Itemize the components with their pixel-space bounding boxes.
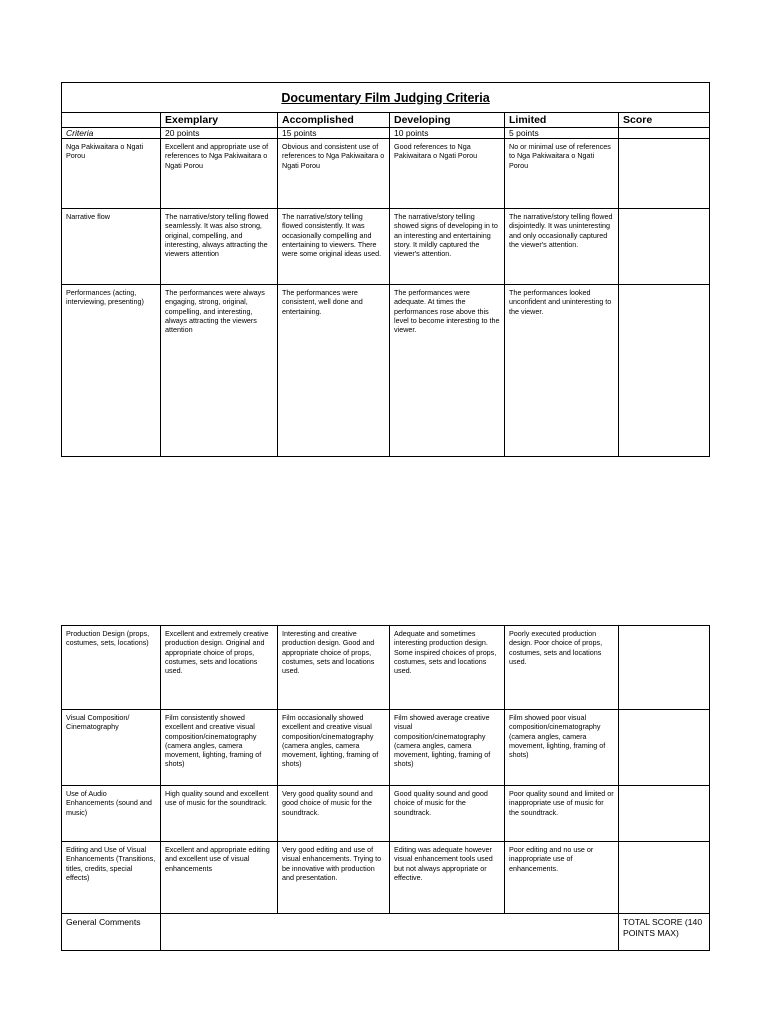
cell-developing: Adequate and sometimes interesting production design. Some inspired choices of props, costumes, sets and locations used. (390, 626, 505, 710)
cell-developing: The narrative/story telling showed signs of developing in to an interesting and entertaining story. It mildly captured the viewer's attention. (390, 209, 505, 285)
cell-accomplished: Very good editing and use of visual enhancements. Trying to be innovative with production and presentation. (278, 842, 390, 914)
cell-accomplished: Film occasionally showed excellent and creative visual composition/cinematography (camera angles, camera movement, lighting, framing of shots) (278, 710, 390, 786)
score-cell[interactable] (619, 842, 710, 914)
cell-developing: Editing was adequate however visual enhancement tools used but not always appropriate or effective. (390, 842, 505, 914)
cell-developing: Good references to Nga Pakiwaitara o Ngati Porou (390, 139, 505, 209)
points-accomplished: 15 points (278, 128, 390, 139)
cell-limited: Poorly executed production design. Poor choice of props, costumes, sets and locations used. (505, 626, 619, 710)
cell-accomplished: Obvious and consistent use of references to Nga Pakiwaitara o Ngati Porou (278, 139, 390, 209)
criterion-name: Production Design (props, costumes, sets, locations) (62, 626, 161, 710)
cell-accomplished: The narrative/story telling flowed consistently. It was occasionally compelling and entertaining to viewers. There were some original ideas used. (278, 209, 390, 285)
criterion-name: Visual Composition/ Cinematography (62, 710, 161, 786)
points-developing: 10 points (390, 128, 505, 139)
table-row (62, 209, 710, 285)
criterion-name: Use of Audio Enhancements (sound and music) (62, 786, 161, 842)
cell-accomplished: Very good quality sound and good choice of music for the soundtrack. (278, 786, 390, 842)
table-row (62, 626, 710, 710)
cell-exemplary: Excellent and extremely creative production design. Original and appropriate choice of props, costumes, sets and locations used. (161, 626, 278, 710)
criterion-name: Performances (acting, interviewing, presenting) (62, 285, 161, 457)
score-cell[interactable] (619, 285, 710, 457)
score-cell[interactable] (619, 786, 710, 842)
cell-exemplary: High quality sound and excellent use of music for the soundtrack. (161, 786, 278, 842)
cell-limited: Poor editing and no use or inappropriate use of enhancements. (505, 842, 619, 914)
general-comments-label: General Comments (62, 914, 161, 951)
cell-exemplary: The performances were always engaging, strong, original, compelling, and interesting, always attracting the viewers attention (161, 285, 278, 457)
cell-exemplary: Film consistently showed excellent and creative visual composition/cinematography (camera angles, camera movement, lighting, framing of shots) (161, 710, 278, 786)
score-cell[interactable] (619, 710, 710, 786)
cell-limited: The narrative/story telling flowed disjointedly. It was uninteresting and only occasionally captured the viewer's attention. (505, 209, 619, 285)
cell-limited: The performances looked unconfident and uninteresting to the viewer. (505, 285, 619, 457)
general-comments-field[interactable] (161, 914, 619, 951)
cell-accomplished: The performances were consistent, well done and entertaining. (278, 285, 390, 457)
table-row (62, 285, 710, 457)
general-comments-row (62, 914, 710, 951)
criteria-label: Criteria (62, 128, 161, 139)
header-blank (62, 113, 161, 128)
judging-criteria-table-top (61, 82, 710, 457)
judging-criteria-table-bottom (61, 625, 710, 951)
cell-exemplary: The narrative/story telling flowed seamlessly. It was also strong, original, compelling, and interesting, always attracting the viewers attention (161, 209, 278, 285)
header-limited: Limited (505, 113, 619, 128)
header-accomplished: Accomplished (278, 113, 390, 128)
table-row (62, 842, 710, 914)
score-cell[interactable] (619, 209, 710, 285)
cell-exemplary: Excellent and appropriate editing and excellent use of visual enhancements (161, 842, 278, 914)
document-title: Documentary Film Judging Criteria (62, 83, 710, 113)
cell-accomplished: Interesting and creative production design. Good and appropriate choice of props, costumes, sets and locations used. (278, 626, 390, 710)
cell-limited: No or minimal use of references to Nga Pakiwaitara o Ngati Porou (505, 139, 619, 209)
criterion-name: Nga Pakiwaitara o Ngati Porou (62, 139, 161, 209)
score-cell[interactable] (619, 626, 710, 710)
points-exemplary: 20 points (161, 128, 278, 139)
criterion-name: Narrative flow (62, 209, 161, 285)
points-score (619, 128, 710, 139)
cell-exemplary: Excellent and appropriate use of references to Nga Pakiwaitara o Ngati Porou (161, 139, 278, 209)
table-row (62, 786, 710, 842)
header-score: Score (619, 113, 710, 128)
cell-developing: Good quality sound and good choice of music for the soundtrack. (390, 786, 505, 842)
points-limited: 5 points (505, 128, 619, 139)
cell-developing: The performances were adequate. At times the performances rose above this level to become interesting to the viewer. (390, 285, 505, 457)
cell-developing: Film showed average creative visual composition/cinematography (camera angles, camera movement, lighting, framing of shots) (390, 710, 505, 786)
cell-limited: Poor quality sound and limited or inappropriate use of music for the soundtrack. (505, 786, 619, 842)
table-row (62, 139, 710, 209)
header-exemplary: Exemplary (161, 113, 278, 128)
criterion-name: Editing and Use of Visual Enhancements (Transitions, titles, credits, special effects) (62, 842, 161, 914)
header-developing: Developing (390, 113, 505, 128)
total-score-label: TOTAL SCORE (140 POINTS MAX) (619, 914, 710, 951)
cell-limited: Film showed poor visual composition/cinematography (camera angles, camera movement, lighting, framing of shots) (505, 710, 619, 786)
table-row (62, 710, 710, 786)
score-cell[interactable] (619, 139, 710, 209)
